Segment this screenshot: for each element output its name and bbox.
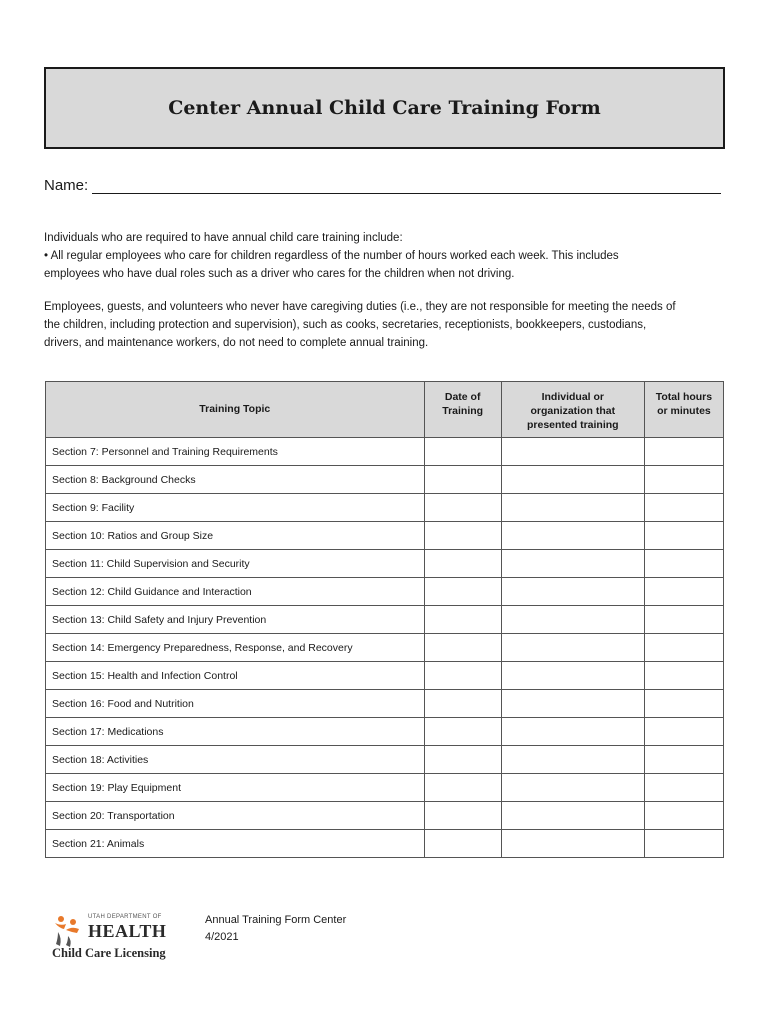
para-line-1: Employees, guests, and volunteers who never have caregiving duties (i.e., they are not responsible for meeting the needs of — [44, 301, 676, 313]
training-topic-cell: Section 18: Activities — [46, 746, 425, 774]
para-line-3: drivers, and maintenance workers, do not need to complete annual training. — [44, 337, 429, 349]
training-table — [45, 381, 724, 858]
form-title: Center Annual Child Care Training Form — [168, 97, 601, 119]
presenter-cell[interactable] — [501, 578, 644, 606]
intro-section — [44, 229, 724, 283]
date-cell[interactable] — [424, 606, 501, 634]
header-date — [424, 382, 501, 438]
health-logo — [52, 912, 182, 962]
table-row — [46, 522, 724, 550]
date-cell[interactable] — [424, 662, 501, 690]
table-row — [46, 466, 724, 494]
hours-cell[interactable] — [644, 662, 723, 690]
header-hours-line: or minutes — [657, 405, 711, 417]
hours-cell[interactable] — [644, 774, 723, 802]
hours-cell[interactable] — [644, 802, 723, 830]
training-topic-cell: Section 12: Child Guidance and Interaction — [46, 578, 425, 606]
date-cell[interactable] — [424, 802, 501, 830]
training-topic-cell: Section 11: Child Supervision and Security — [46, 550, 425, 578]
logo-ccl-text: Child Care Licensing — [52, 946, 166, 960]
para-line-2: the children, including protection and supervision), such as cooks, secretaries, receptionists, bookkeepers, custodians, — [44, 319, 647, 331]
header-date-line: Date of — [444, 391, 481, 403]
presenter-cell[interactable] — [501, 690, 644, 718]
hours-cell[interactable] — [644, 634, 723, 662]
training-topic-cell: Section 10: Ratios and Group Size — [46, 522, 425, 550]
table-row — [46, 718, 724, 746]
header-hours-line: Total hours — [655, 391, 713, 403]
training-topic-cell: Section 7: Personnel and Training Requirements — [46, 438, 425, 466]
date-cell[interactable] — [424, 466, 501, 494]
presenter-cell[interactable] — [501, 746, 644, 774]
training-topic-cell: Section 19: Play Equipment — [46, 774, 425, 802]
table-row — [46, 494, 724, 522]
date-cell[interactable] — [424, 690, 501, 718]
date-cell[interactable] — [424, 578, 501, 606]
table-row — [46, 634, 724, 662]
training-topic-cell: Section 14: Emergency Preparedness, Response, and Recovery — [46, 634, 425, 662]
training-topic-cell: Section 21: Animals — [46, 830, 425, 858]
training-topic-cell: Section 9: Facility — [46, 494, 425, 522]
training-topic-cell: Section 15: Health and Infection Control — [46, 662, 425, 690]
presenter-cell[interactable] — [501, 634, 644, 662]
table-body — [46, 438, 724, 858]
table-row — [46, 774, 724, 802]
date-cell[interactable] — [424, 494, 501, 522]
presenter-cell[interactable] — [501, 522, 644, 550]
header-individual-line: Individual or — [541, 391, 604, 403]
header-individual — [501, 382, 644, 438]
table-row — [46, 746, 724, 774]
training-topic-cell: Section 16: Food and Nutrition — [46, 690, 425, 718]
table-row — [46, 438, 724, 466]
bullet-line-2: employees who have dual roles such as a driver who cares for the children when not driving. — [44, 268, 515, 280]
footer-doc-name: Annual Training Form Center — [205, 914, 347, 926]
date-cell[interactable] — [424, 718, 501, 746]
hours-cell[interactable] — [644, 690, 723, 718]
name-field[interactable] — [92, 179, 721, 194]
hours-cell[interactable] — [644, 550, 723, 578]
presenter-cell[interactable] — [501, 774, 644, 802]
training-topic-cell: Section 17: Medications — [46, 718, 425, 746]
hours-cell[interactable] — [644, 606, 723, 634]
presenter-cell[interactable] — [501, 718, 644, 746]
presenter-cell[interactable] — [501, 830, 644, 858]
table-row — [46, 802, 724, 830]
date-cell[interactable] — [424, 774, 501, 802]
training-topic-cell: Section 20: Transportation — [46, 802, 425, 830]
hours-cell[interactable] — [644, 746, 723, 774]
date-cell[interactable] — [424, 830, 501, 858]
logo-department-text: UTAH DEPARTMENT OF — [88, 914, 162, 920]
table-row — [46, 662, 724, 690]
bullet-line-1: • All regular employees who care for children regardless of the number of hours worked each week. This includes — [44, 250, 619, 262]
logo-health-text: HEALTH — [88, 921, 167, 941]
header-hours — [644, 382, 723, 438]
training-topic-cell: Section 8: Background Checks — [46, 466, 425, 494]
header-date-line: Training — [442, 405, 484, 417]
footer-doc-date: 4/2021 — [205, 931, 239, 943]
hours-cell[interactable] — [644, 466, 723, 494]
table-header-row — [46, 382, 724, 438]
hours-cell[interactable] — [644, 438, 723, 466]
presenter-cell[interactable] — [501, 662, 644, 690]
header-training-topic: Training Topic — [46, 382, 425, 438]
presenter-cell[interactable] — [501, 606, 644, 634]
presenter-cell[interactable] — [501, 438, 644, 466]
table-row — [46, 550, 724, 578]
header-individual-line: organization that — [530, 405, 616, 417]
presenter-cell[interactable] — [501, 802, 644, 830]
date-cell[interactable] — [424, 550, 501, 578]
name-row — [44, 174, 721, 194]
table-row — [46, 690, 724, 718]
intro-lead: Individuals who are required to have annual child care training include: — [44, 232, 403, 244]
date-cell[interactable] — [424, 634, 501, 662]
presenter-cell[interactable] — [501, 550, 644, 578]
exemption-paragraph — [44, 298, 724, 352]
hours-cell[interactable] — [644, 494, 723, 522]
date-cell[interactable] — [424, 522, 501, 550]
table-row — [46, 578, 724, 606]
hours-cell[interactable] — [644, 522, 723, 550]
hours-cell[interactable] — [644, 718, 723, 746]
footer-text — [205, 912, 346, 946]
title-box — [44, 67, 725, 149]
presenter-cell[interactable] — [501, 494, 644, 522]
hours-cell[interactable] — [644, 830, 723, 858]
name-label: Name: — [44, 177, 89, 194]
hours-cell[interactable] — [644, 578, 723, 606]
training-topic-cell: Section 13: Child Safety and Injury Prevention — [46, 606, 425, 634]
date-cell[interactable] — [424, 746, 501, 774]
people-logo-icon — [52, 914, 82, 948]
table-row — [46, 606, 724, 634]
presenter-cell[interactable] — [501, 466, 644, 494]
table-row — [46, 830, 724, 858]
header-individual-line: presented training — [526, 419, 619, 431]
date-cell[interactable] — [424, 438, 501, 466]
